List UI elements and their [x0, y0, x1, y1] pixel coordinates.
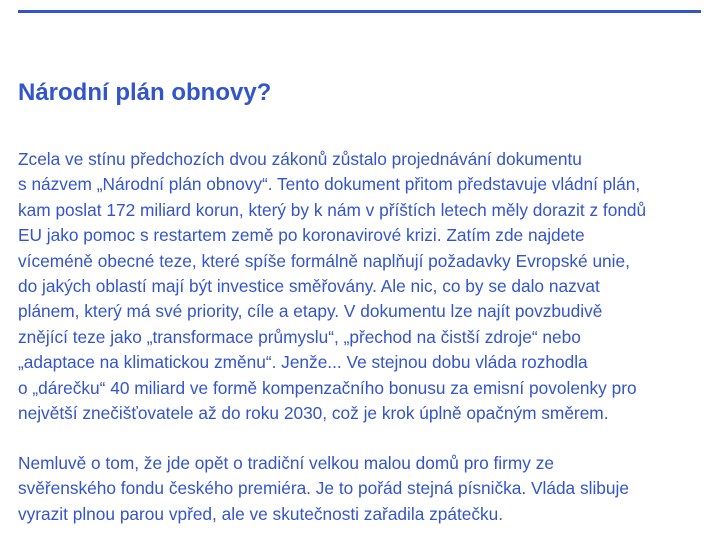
- paragraph-line: Nemluvě o tom, že jde opět o tradiční velkou malou domů pro firmy ze: [18, 453, 554, 473]
- paragraph-2: [18, 451, 629, 527]
- paragraph-line: největší znečišťovatele až do roku 2030, což je krok úplně opačným směrem.: [18, 403, 609, 424]
- paragraph-line: Zcela ve stínu předchozích dvou zákonů zůstalo projednávání dokumentu: [18, 149, 582, 169]
- paragraph-line: do jakých oblastí mají být investice směřovány. Ale nic, co by se dalo nazvat: [18, 276, 600, 297]
- paragraph-line: svěřenského fondu českého premiéra. Je to pořád stejná písnička. Vláda slibuje: [18, 478, 629, 499]
- section-heading: Národní plán obnovy?: [18, 79, 272, 106]
- paragraph-1: [18, 147, 646, 426]
- paragraph-line: „adaptace na klimatickou změnu“. Jenže... Ve stejnou dobu vláda rozhodla: [18, 352, 588, 373]
- paragraph-line: EU jako pomoc s restartem země po koronavirové krizi. Zatím zde najdete: [18, 225, 585, 246]
- top-divider: [18, 10, 701, 13]
- paragraph-line: vyrazit plnou parou vpřed, ale ve skutečnosti zařadila zpátečku.: [18, 503, 504, 524]
- paragraph-line: plánem, který má své priority, cíle a etapy. V dokumentu lze najít povzbudivě: [18, 301, 603, 322]
- paragraph-line: s názvem „Národní plán obnovy“. Tento dokument přitom představuje vládní plán,: [18, 174, 641, 195]
- paragraph-line: o „dárečku“ 40 miliard ve formě kompenzačního bonusu za emisní povolenky pro: [18, 377, 637, 398]
- paragraph-line: kam poslat 172 miliard korun, který by k nám v příštích letech měly dorazit z fondů: [18, 199, 647, 220]
- paragraph-line: znějící teze jako „transformace průmyslu“, „přechod na čistší zdroje“ nebo: [18, 326, 581, 347]
- paragraph-line: víceméně obecné teze, které spíše formálně naplňují požadavky Evropské unie,: [18, 250, 630, 271]
